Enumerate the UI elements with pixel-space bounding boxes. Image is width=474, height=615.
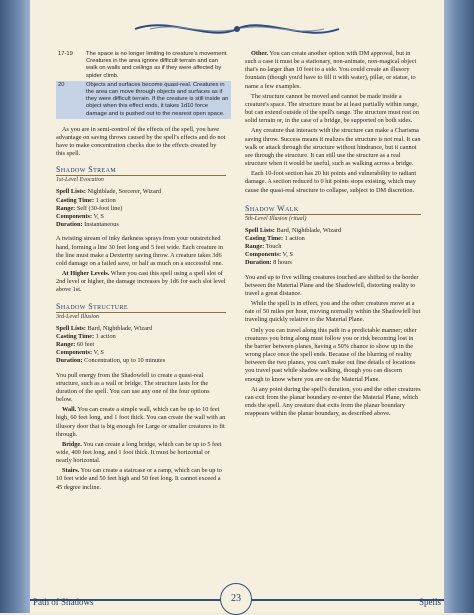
spell-property: Duration: 8 hours	[245, 259, 292, 267]
spell-title-shadow-walk: Shadow Walk	[245, 203, 421, 215]
structure-option-bridge: Bridge. You can create a long bridge, which can be up to 5 feet wide, 400 feet long, and 1 foot thick. It must be horizontal or nearly horizontal.	[56, 440, 222, 465]
intro-paragraph: As you are in semi-control of the effects of the spell, you have advantage on saving throws caused by the spell's effects and do not have to make concentration checks due to the effects created by this spell.	[56, 125, 226, 158]
page-footer	[30, 591, 444, 613]
spell-title-shadow-stream: Shadow Stream	[56, 164, 226, 176]
spell-property: Duration: Instantaneous	[56, 221, 119, 229]
spell-description: You pull energy from the Shadowfell to create a quasi-real structure, such as a wall or bridge. The structure lasts for the duration of the spell. You can use any one of the four options below.	[56, 371, 210, 404]
spell-property: Spell Lists: Nightblade, Sorcerer, Wizard	[56, 188, 162, 196]
spell-type: 1st-Level Evocation	[56, 177, 104, 184]
structure-option-other: Other. You can create another option with DM approval, but in such a case it must be a stationary, non-animate, non-magical object that's no larger than 10 feet to a side. You could create an illusory fountain (though you'd have to fill it with water), pillar, or statue, to name a few examples.	[245, 50, 417, 90]
spell-property: Duration: Concentration, up to 10 minutes	[56, 357, 166, 365]
right-column	[245, 50, 421, 420]
spell-property: Components: V, S	[56, 349, 104, 357]
effect-cell: The space is no longer limiting to creature's movement. Creatures in the area ignore difficult terrain and can walk on walls and ceilings as if they were affected by spider climb.	[86, 51, 228, 79]
structure-paragraph: The structure cannot be moved and cannot be made inside a creature's space. The structure must be at least partially within range, but can extend outside of the spell's range. The structure must rest on solid terrain or, in the case of a bridge, be supported on both sides.	[245, 92, 419, 125]
spell-property: Range: Touch	[245, 243, 282, 251]
spell-description: Only you can travel along this path in a predictable manner; other creatures you bring along must follow you or risk becoming lost in the barrier between planes, having a 50% chance to show up in the wrong place once the spell ends. Because of the blurring of reality between the two planes, you can't make out fine details of locations you travel past while shadow walking, though you can discern enough to know where you are on the Material Plane.	[245, 326, 417, 383]
structure-option-wall: Wall. You can create a simple wall, which can be up to 10 feet high, 60 feet long, and 1 foot thick. You can create the wall with an illusory door that is big enough for Large or smaller creatures to fit through.	[56, 406, 226, 438]
left-ornamental-border	[0, 0, 30, 613]
spell-property: Casting Time: 1 action	[245, 234, 305, 242]
spell-property: Components: V, S	[245, 251, 293, 259]
spell-property: Casting Time: 1 action	[56, 332, 116, 340]
spell-property: Range: Self (30-foot line)	[56, 204, 123, 212]
page-number: 23	[220, 583, 252, 615]
table-row	[56, 50, 231, 81]
spell-title-shadow-structure: Shadow Structure	[56, 301, 226, 313]
spell-type: 3rd-Level Illusion	[56, 313, 99, 320]
top-flourish-icon	[130, 18, 344, 40]
spell-property: Spell Lists: Bard, Nightblade, Wizard	[245, 226, 342, 234]
spell-property: Range: 60 feet	[56, 340, 95, 348]
spell-type: 5th-Level Illusion (ritual)	[245, 215, 307, 222]
structure-paragraph: Each 10-foot section has 20 hit points and vulnerability to radiant damage. A section reduced to 0 hit points stops existing, which may cause the quasi-real structure to collapse, subject to DM discretion.	[245, 170, 417, 194]
spell-property: Casting Time: 1 action	[56, 196, 116, 204]
right-ornamental-border	[444, 0, 474, 613]
footer-book-title: Path of Shadows	[33, 597, 94, 607]
footer-section-title: Spells	[418, 597, 441, 607]
spell-property: Components: V, S	[56, 213, 104, 221]
spell-description: At any point during the spell's duration, you and the other creatures can exit from the planar boundary re-enter the Material Plane, which ends the spell. Any creature that exits from the planar boundary reappears within the planar boundary, as described above.	[245, 385, 421, 418]
table-row	[56, 81, 231, 119]
effect-roll-table	[56, 50, 231, 119]
structure-paragraph: Any creature that interacts with the structure can make a Charisma saving throw. Success means it realizes the structure is not real. It can walk or attack through the structure without hindrance, but it cannot see through the structure. It can still use the structure as a real structure when it would be useful, such as walking across a bridge.	[245, 127, 421, 168]
spell-description: While the spell is in effect, you and the other creatures move at a rate of 50 miles per hour, moving normally within the Shadowfell but traveling quickly relative to the Material Plane.	[245, 300, 421, 324]
effect-cell: Objects and surfaces become quasi-real. Creatures in the area can move through objects and surfaces as if they were difficult terrain. If the creature is still inside an object when this effect ends, it takes 1d10 force damage and is pushed out to the nearest open space.	[86, 81, 229, 117]
left-column	[56, 50, 229, 494]
structure-option-stairs: Stairs. You can create a staircase or a ramp, which can be up to 10 feet wide and 50 feet high and 50 feet long. It cannot exceed a 45 degree incline.	[56, 467, 222, 491]
spell-description: You and up to five willing creatures touched are shifted to the border between the Material Plane and the Shadowfell, distorting reality to travel a great distance.	[245, 273, 419, 297]
spell-higher-levels: At Higher Levels. When you cast this spell using a spell slot of 2nd level or higher, the damage increases by 1d6 for each slot level above 1st.	[56, 270, 226, 294]
spell-property: Spell Lists: Bard, Nightblade, Wizard	[56, 324, 153, 332]
roll-cell: 17-19	[58, 51, 73, 57]
spell-description: A twisting stream of inky darkness sprays from your outstretched hand, forming a line 30 feet long and 5 feet wide. Each creature in the line must make a Dexterity saving throw. A creature takes 3d6 cold damage on a failed save, or half as much on a successful one.	[56, 235, 223, 267]
roll-cell: 20	[58, 81, 65, 88]
